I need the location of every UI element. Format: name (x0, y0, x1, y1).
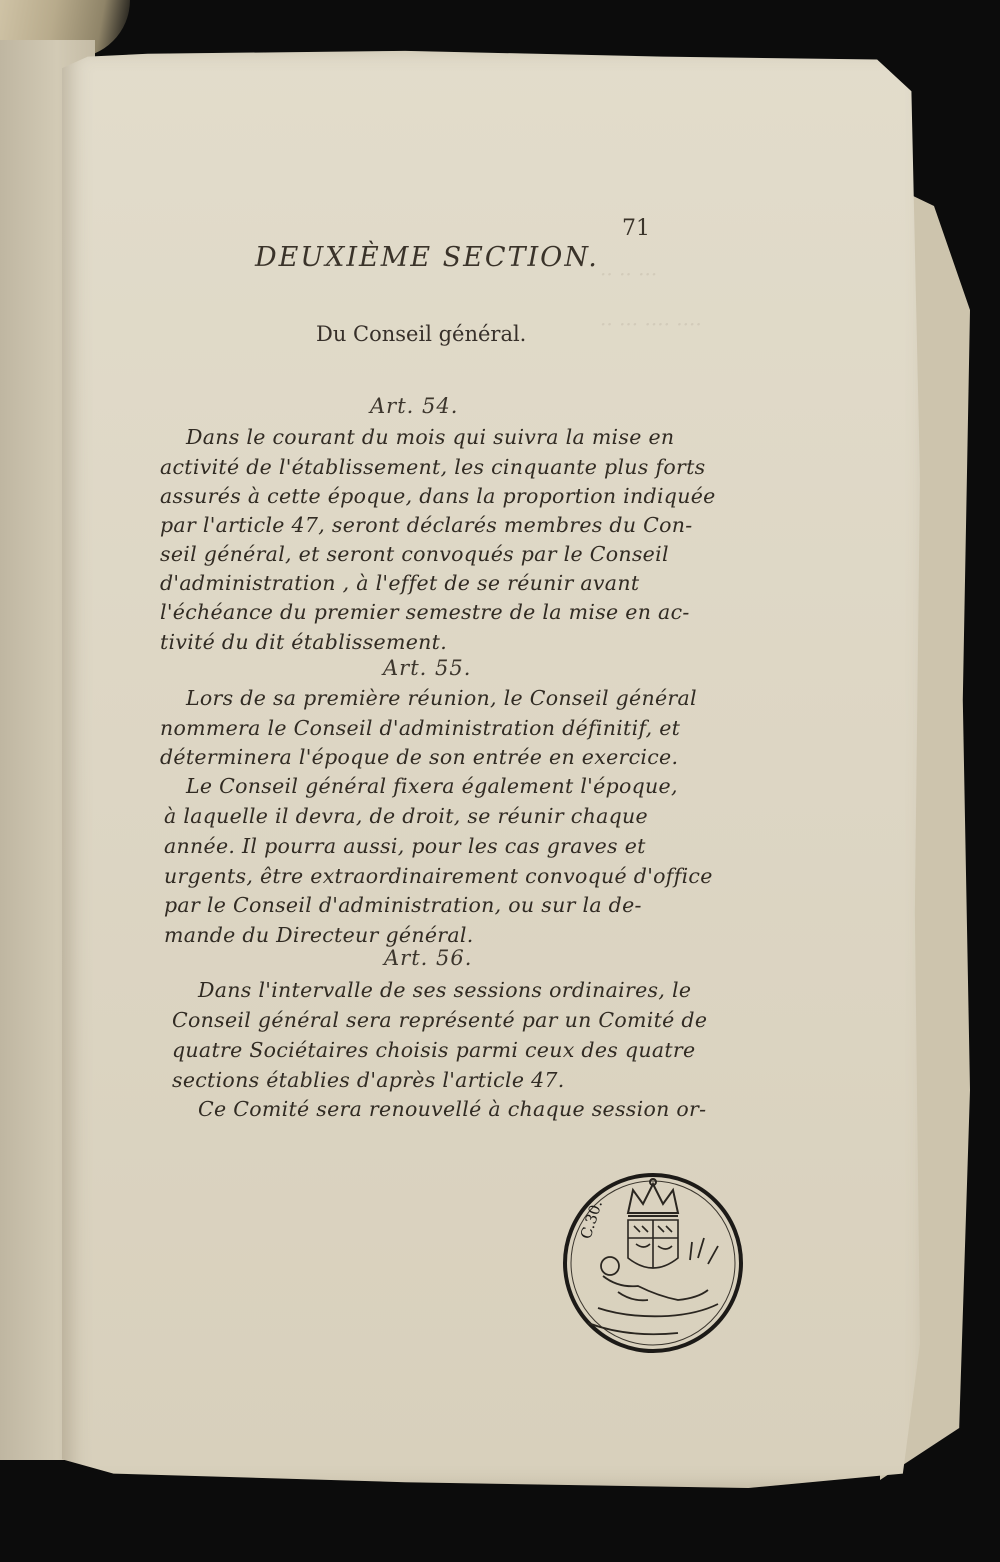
article-line: par l'article 47, seront déclarés membres du Con- (160, 513, 693, 537)
article-line: mande du Directeur général. (164, 923, 474, 947)
article-line: déterminera l'époque de son entrée en exercice. (160, 745, 679, 769)
article-line: Dans le courant du mois qui suivra la mise en (186, 425, 675, 449)
article-line: activité de l'établissement, les cinquante plus forts (160, 455, 706, 479)
section-subtitle: Du Conseil général. (316, 322, 527, 346)
section-title: DEUXIÈME SECTION. (255, 242, 599, 273)
article-line: Conseil général sera représenté par un Comité de (172, 1008, 708, 1032)
article-line: l'échéance du premier semestre de la mise en ac- (160, 600, 690, 624)
stamp-shelfmark: C.30. (576, 1198, 607, 1242)
article-line: année. Il pourra aussi, pour les cas graves et (164, 834, 646, 858)
article-line: à laquelle il devra, de droit, se réunir chaque (164, 804, 648, 828)
article-heading: Art. 54. (370, 394, 459, 418)
article-line: seil général, et seront convoqués par le Conseil (160, 542, 669, 566)
article-line: nommera le Conseil d'administration définitif, et (160, 716, 681, 740)
page-number: 71 (622, 216, 650, 241)
article-line: tivité du dit établissement. (160, 630, 448, 654)
article-line: sections établies d'après l'article 47. (172, 1068, 565, 1092)
article-line: Ce Comité sera renouvellé à chaque session or- (198, 1097, 707, 1121)
article-line: Dans l'intervalle de ses sessions ordinaires, le (198, 978, 692, 1002)
crown-icon (628, 1179, 678, 1216)
article-line: assurés à cette époque, dans la proportion indiquée (160, 484, 716, 508)
article-line: Lors de sa première réunion, le Conseil général (186, 686, 697, 710)
article-heading: Art. 56. (384, 946, 473, 970)
library-stamp (558, 1168, 748, 1358)
article-line: Le Conseil général fixera également l'époque, (186, 774, 678, 798)
article-line: quatre Sociétaires choisis parmi ceux des quatre (172, 1038, 696, 1062)
show-through-text: ·· ·· ··· (600, 262, 658, 286)
show-through-text: ·· ··· ···· ···· (600, 312, 702, 336)
article-line: par le Conseil d'administration, ou sur la de- (164, 893, 642, 917)
article-heading: Art. 55. (383, 656, 472, 680)
coat-of-arms-icon (628, 1220, 678, 1268)
article-line: urgents, être extraordinairement convoqué d'office (164, 864, 713, 888)
article-line: d'administration , à l'effet de se réunir avant (160, 571, 640, 595)
